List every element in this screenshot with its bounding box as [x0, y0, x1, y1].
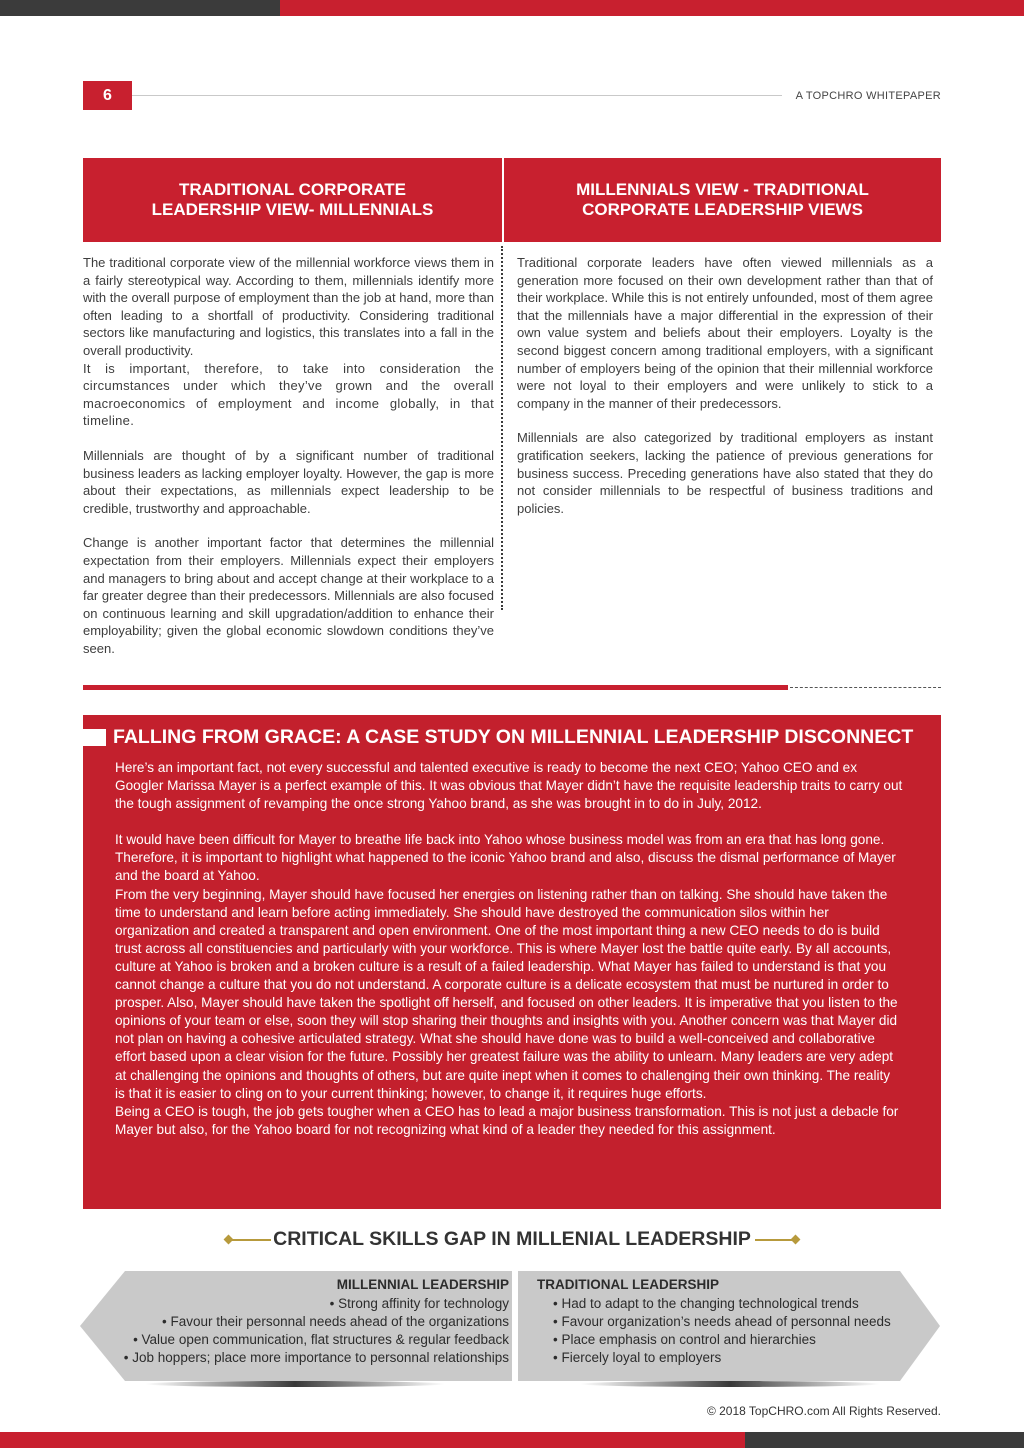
top-bar-dark	[0, 0, 280, 16]
millennial-leadership-heading: MILLENNIAL LEADERSHIP	[336, 1277, 509, 1292]
case-paragraph-4: Being a CEO is tough, the job gets tougher when a CEO has to lead a major business transformation. This is not just a debacle for Mayer but also, for the Yahoo board for not recognizing what kind of a leader they needed for this assignment.	[115, 1103, 899, 1137]
left-column-body	[83, 254, 494, 674]
millennial-item: • Value open communication, flat structures & regular feedback	[133, 1332, 509, 1347]
top-bar-red	[280, 0, 1024, 16]
column-divider-dotted	[501, 246, 503, 610]
column-header-divider	[502, 158, 504, 242]
section-separator-dashed	[790, 687, 941, 688]
skills-gap-title: CRITICAL SKILLS GAP IN MILLENIAL LEADERSHIP	[273, 1228, 751, 1250]
case-study-title: FALLING FROM GRACE: A CASE STUDY ON MILLENNIAL LEADERSHIP DISCONNECT	[113, 726, 914, 748]
case-paragraph-2: It would have been difficult for Mayer to breathe life back into Yahoo whose business model was from an era that has long gone. Therefore, it is important to highlight what happened to the iconic Yahoo brand and also, discuss the dismal performance of Mayer and the board at Yahoo.	[115, 832, 896, 884]
left-paragraph-1: The traditional corporate view of the millennial workforce views them in a fairly stereotypical way. According to them, millennials identify more with the overall purpose of employment than the job at hand, more than often leading to a shortfall of productivity. Considering traditional sectors like manufacturing and logistics, this translates into a fall in the overall productivity.	[83, 255, 494, 358]
right-panel-shadow	[580, 1381, 880, 1387]
right-column-title-text: MILLENNIALS VIEW - TRADITIONAL CORPORATE LEADERSHIP VIEWS	[576, 180, 869, 219]
millennial-item: • Favour their personnal needs ahead of the organizations	[162, 1314, 509, 1329]
right-column-body	[517, 254, 933, 534]
left-column-title	[83, 158, 502, 242]
case-paragraph-3: From the very beginning, Mayer should have focused her energies on listening rather than on talking. She should have taken the time to understand and learn before acting immediately. She should have destroyed the communication silos within her organization and created a transparent and open environment. One of the most important thing a new CEO needs to do is build trust across all constituencies and particularly with your workforce. This is where Mayer lost the battle quite early. By all accounts, culture at Yahoo is broken and a broken culture is a result of a failed leadership. What Mayer has failed to understand is that you cannot change a culture that you do not understand. A corporate culture is a delicate ecosystem that must be nurtured in order to prosper. Also, Mayer should have taken the spotlight off herself, and focused on other leaders. It is imperative that you listen to the opinions of your team or else, soon they will stop sharing their thoughts and insights with you. Another concern was that Mayer did not plan on having a cohesive articulated strategy. What she should have done was to build a well-conceived and collaborative effort based upon a clear vision for the future. Possibly her greatest failure was the ability to unlearn. Many leaders are very adept at challenging the opinions and thoughts of others, but are quite inept when it comes to challenging their own thinking. The reality is that it is easier to cling on to your current thinking; however, to change it, it requires huge efforts.	[115, 886, 898, 1101]
gold-line-right	[755, 1239, 793, 1241]
right-paragraph-2: Millennials are also categorized by traditional employers as instant gratification seekers, lacking the patience of previous generations for business success. Preceding generations have also stated that they do not consider millennials to be respectful of business traditions and policies.	[517, 430, 933, 516]
header-rule	[132, 95, 782, 96]
traditional-item: • Place emphasis on control and hierarchies	[553, 1332, 816, 1347]
traditional-leadership-heading: TRADITIONAL LEADERSHIP	[537, 1277, 720, 1292]
left-paragraph-3: Millennials are thought of by a significant number of traditional business leaders as lacking employer loyalty. However, the gap is more about their expectations, as millennials expect leadership to be credible, trustworthy and approachable.	[83, 447, 494, 516]
right-column-title	[504, 158, 941, 242]
case-study-body	[115, 759, 903, 1139]
page-number: 6	[83, 81, 132, 110]
section-separator-red	[83, 685, 788, 690]
millennial-leadership-list	[95, 1276, 509, 1367]
bottom-bar-dark	[745, 1432, 1024, 1448]
left-paragraph-4: Change is another important factor that determines the millennial expectation from their employers. Millennials expect their employers and managers to bring about and accept change at their workplace to a far greater degree than their predecessors. Millennials are also focused on continuous learning and skill upgradation/addition to enhance their employability; given the global economic slowdown conditions they’ve seen.	[83, 535, 494, 656]
traditional-leadership-list	[537, 1276, 917, 1367]
case-study-title-marker	[83, 729, 106, 746]
brand-label: A TOPCHRO WHITEPAPER	[795, 90, 941, 102]
left-paragraph-2: It is important, therefore, to take into consideration the circumstances under which they’ve grown and the overall macroeconomics of employment and income globally, in that timeline.	[83, 360, 494, 429]
traditional-item: • Favour organization’s needs ahead of personnal needs	[553, 1314, 891, 1329]
copyright-notice: © 2018 TopCHRO.com All Rights Reserved.	[706, 1404, 941, 1418]
left-panel-shadow	[145, 1381, 445, 1387]
millennial-item: • Job hoppers; place more importance to personnal relationships	[123, 1350, 509, 1365]
case-paragraph-1: Here’s an important fact, not every successful and talented executive is ready to become the next CEO; Yahoo CEO and ex Googler Marissa Mayer is a perfect example of this. It was obvious that Mayer didn’t have the requisite leadership traits to carry out the tough assignment of revamping the once strong Yahoo brand, as she was brought in to do in July, 2012.	[115, 760, 903, 812]
left-column-title-text: TRADITIONAL CORPORATE LEADERSHIP VIEW- MILLENNIALS	[151, 180, 434, 219]
traditional-item: • Fiercely loyal to employers	[553, 1350, 722, 1365]
bottom-bar-red	[0, 1432, 745, 1448]
millennial-item: • Strong affinity for technology	[329, 1296, 509, 1311]
traditional-item: • Had to adapt to the changing technological trends	[553, 1296, 859, 1311]
right-paragraph-1: Traditional corporate leaders have often viewed millennials as a generation more focused on their own development rather than that of their workplace. While this is not entirely unfounded, most of them agree that the millennials have a major differential in the expression of their own value system and beliefs about their employers. Loyalty is the second biggest concern among traditional employers, with a significant number of employers being of the opinion that their millennial workforce were not loyal to their employers and were unlikely to stick to a company in the manner of their predecessors.	[517, 255, 933, 411]
